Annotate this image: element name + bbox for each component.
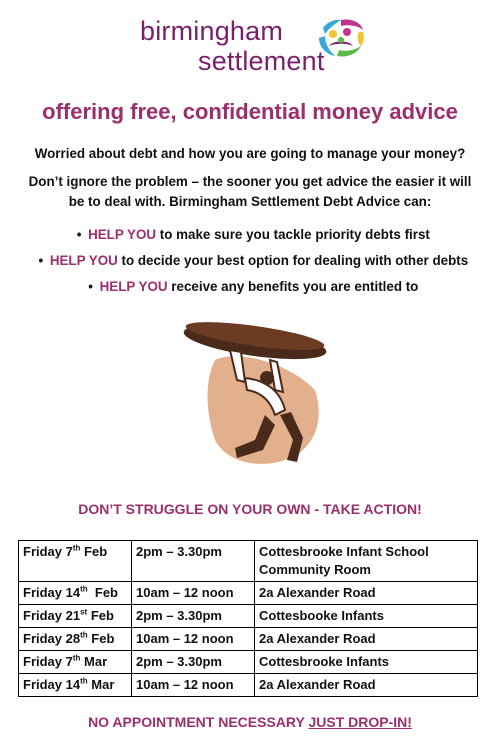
logo-line-1: birmingham xyxy=(140,16,284,46)
date-cell: Friday 7th Feb xyxy=(19,541,132,582)
logo xyxy=(140,16,370,86)
help-highlight: HELP YOU xyxy=(99,279,168,294)
table-row xyxy=(19,582,478,605)
bullet-icon: • xyxy=(88,279,93,294)
schedule-table xyxy=(18,540,478,697)
table-row xyxy=(19,674,478,697)
person-carrying-coin-icon xyxy=(175,320,335,470)
help-list xyxy=(0,226,500,304)
table-row xyxy=(19,651,478,674)
table-row xyxy=(19,541,478,582)
footer-text: NO APPOINTMENT NECESSARY xyxy=(88,714,309,730)
venue-cell: Cottesbrooke Infant School Community Room xyxy=(255,541,478,582)
time-cell: 2pm – 3.30pm xyxy=(132,541,255,582)
venue-cell: 2a Alexander Road xyxy=(255,628,478,651)
table-row xyxy=(19,628,478,651)
logo-wordmark xyxy=(140,16,325,76)
bullet-icon: • xyxy=(76,227,82,242)
people-circle-logo-icon xyxy=(315,16,367,60)
intro-line-1: Worried about debt and how you are going to manage your money? xyxy=(34,146,466,161)
logo-line-2: settlement xyxy=(198,46,325,76)
time-cell: 10am – 12 noon xyxy=(132,674,255,697)
date-cell: Friday 7th Mar xyxy=(19,651,132,674)
help-highlight: HELP YOU xyxy=(49,253,118,268)
list-item xyxy=(0,252,500,278)
bullet-icon: • xyxy=(38,253,44,268)
venue-cell: Cottesbooke Infants xyxy=(255,605,478,628)
footer-note xyxy=(0,714,500,730)
help-highlight: HELP YOU xyxy=(88,227,157,242)
venue-cell: 2a Alexander Road xyxy=(255,674,478,697)
time-cell: 2pm – 3.30pm xyxy=(132,651,255,674)
date-cell: Friday 28th Feb xyxy=(19,628,132,651)
help-text: receive any benefits you are entitled to xyxy=(167,279,419,294)
date-cell: Friday 14th Mar xyxy=(19,674,132,697)
help-text: to make sure you tackle priority debts first xyxy=(156,227,430,242)
table-row xyxy=(19,605,478,628)
headline: offering free, confidential money advice xyxy=(42,99,458,124)
help-text: to decide your best option for dealing with other debts xyxy=(117,253,469,268)
time-cell: 2pm – 3.30pm xyxy=(132,605,255,628)
date-cell: Friday 21st Feb xyxy=(19,605,132,628)
time-cell: 10am – 12 noon xyxy=(132,582,255,605)
intro xyxy=(20,144,480,220)
call-to-action: DON’T STRUGGLE ON YOUR OWN - TAKE ACTION! xyxy=(78,501,422,517)
footer-drop-in: JUST DROP-IN! xyxy=(308,714,412,730)
venue-cell: 2a Alexander Road xyxy=(255,582,478,605)
list-item xyxy=(0,226,500,252)
date-cell: Friday 14th Feb xyxy=(19,582,132,605)
list-item xyxy=(0,278,500,304)
time-cell: 10am – 12 noon xyxy=(132,628,255,651)
intro-line-2: Don’t ignore the problem – the sooner you get advice the easier it will be to deal with. Birmingham Settlement Debt Advice can: xyxy=(28,174,472,209)
venue-cell: Cottesbrooke Infants xyxy=(255,651,478,674)
